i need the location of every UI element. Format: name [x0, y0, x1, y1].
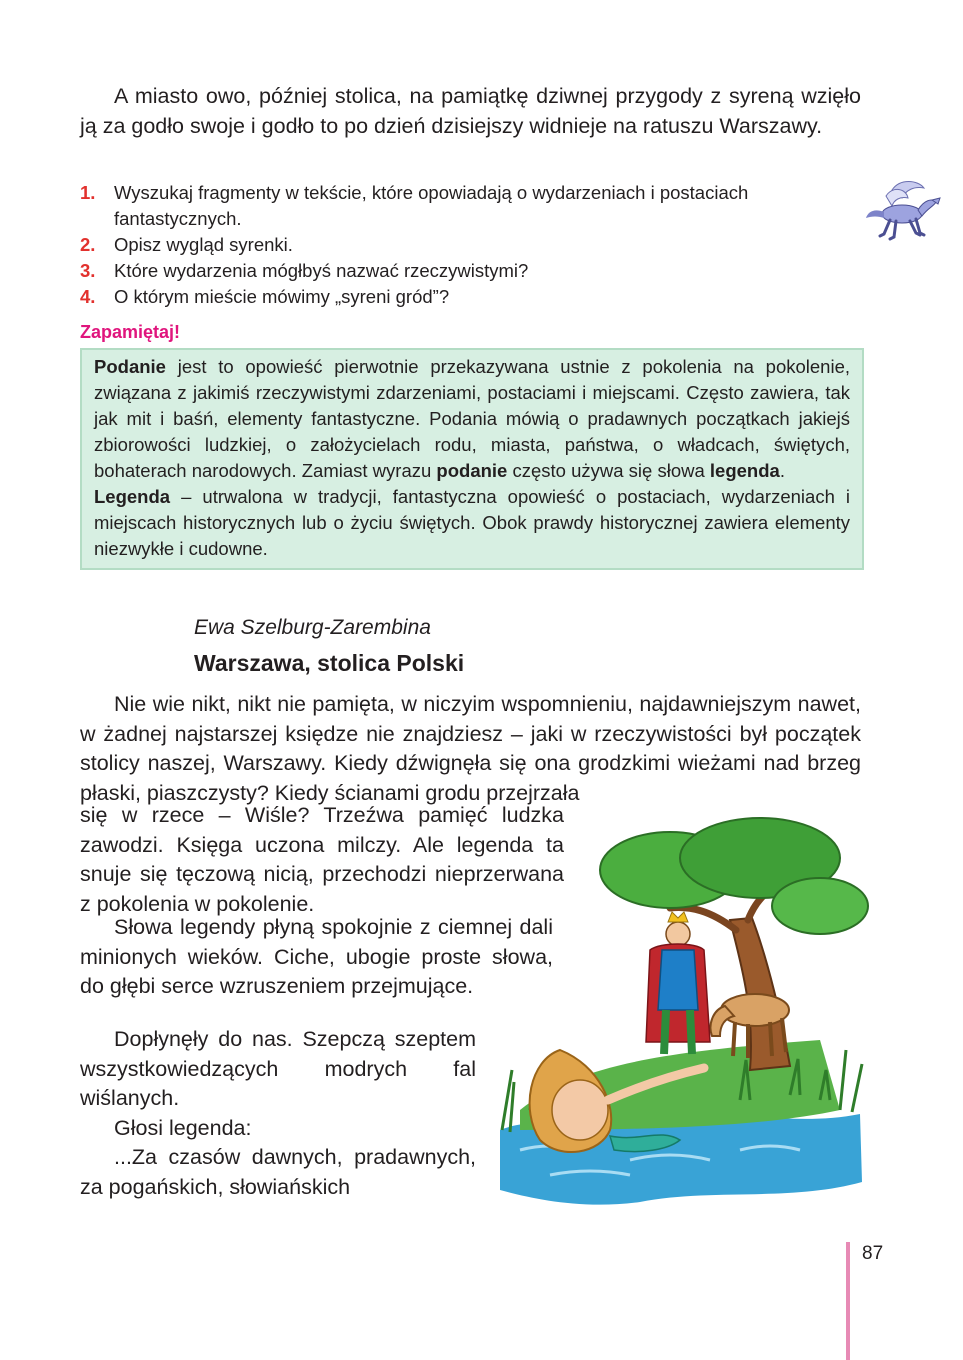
- question-item: [80, 284, 861, 310]
- story-author: Ewa Szelburg-Zarembina: [194, 616, 431, 639]
- definition-legenda: [94, 484, 850, 562]
- remember-label: Zapamiętaj!: [80, 322, 181, 342]
- term-podanie-inline: podanie: [436, 460, 508, 481]
- question-number: 2.: [80, 234, 96, 255]
- story-paragraph: Dopłynęły do nas. Szepczą szeptem wszystkowiedzących modrych fal wiślanych.: [80, 1027, 476, 1110]
- term-legenda: Legenda: [94, 486, 171, 507]
- definition-text: – utrwalona w tradycji, fantastyczna opowieść o postaciach, wydarzeniach i miejscach historycznych lub o życiu świętych. Obok prawdy historycznej zawiera elementy niezwykłe i cudowne.: [94, 486, 850, 559]
- definition-text: .: [779, 460, 785, 481]
- question-item: [80, 180, 861, 232]
- term-legenda-inline: legenda: [709, 460, 780, 481]
- definition-text: jest to opowieść pierwotnie przekazywana ustnie z pokolenia na pokolenie, związana z jakimiś rzeczywistymi zdarzeniami, postaciami i miejscami. Często zawiera, tak jak mit i baśń, elementy fantastyczne. Podania mówią o pradawnych początkach jakiejś zbiorowości ludzkiej, o założycielach rodu, miasta, państwa, o władcach, świętych, bohaterach narodowych. Zamiast wyrazu: [94, 356, 850, 481]
- intro-paragraph: A miasto owo, później stolica, na pamiątkę dziwnej przygody z syreną wzięło ją za godło swoje i godło to po dzień dzisiejszy widnieje na ratuszu Warszawy.: [80, 84, 861, 138]
- definition-box: [80, 348, 864, 570]
- definition-text: często używa się słowa: [507, 460, 710, 481]
- story-paragraph: ...Za czasów dawnych, pradawnych, za pogańskich, słowiańskich: [80, 1145, 476, 1199]
- question-text: Które wydarzenia mógłbyś nazwać rzeczywistymi?: [114, 260, 529, 281]
- term-podanie: Podanie: [94, 356, 166, 377]
- question-list: [80, 180, 861, 310]
- definition-podanie: [94, 354, 850, 484]
- question-text: Opisz wygląd syrenki.: [114, 234, 293, 255]
- question-number: 4.: [80, 286, 96, 307]
- question-item: [80, 258, 861, 284]
- story-paragraph: Słowa legendy płyną spokojnie z ciemnej dali minionych wieków. Ciche, ubogie proste słowa, do głębi serce wzruszeniem przejmujące.: [80, 915, 553, 998]
- pegasus-icon: [862, 178, 948, 248]
- question-number: 1.: [80, 182, 96, 203]
- story-paragraph: Nie wie nikt, nikt nie pamięta, w niczyim wspomnieniu, najdawniejszym nawet, w żadnej najstarszej księdze nie znajdziesz – jaki w rzeczywistości był początek stolicy naszej, Warszawy. Kiedy dźwignęła się ona grodzkimi wieżami nad brzeg płaski, piaszczysty? Kiedy ścianami grodu przejrzała: [80, 692, 861, 805]
- page-number-bar: [846, 1242, 850, 1360]
- story-title: Warszawa, stolica Polski: [194, 650, 465, 676]
- story-paragraph-continued: się w rzece – Wiśle? Trzeźwa pamięć ludzka zawodzi. Księga uczona milczy. Ale legenda ta snuje się tęczową nicią, przechodzi nieprzerwana z pokolenia w pokolenie.: [80, 803, 564, 916]
- question-text: Wyszukaj fragmenty w tekście, które opowiadają o wydarzeniach i postaciach fantastycznych.: [114, 182, 749, 229]
- page-number: 87: [862, 1243, 884, 1264]
- question-item: [80, 232, 861, 258]
- mermaid-prince-tree-illustration: [490, 810, 880, 1210]
- question-text: O którym mieście mówimy „syreni gród”?: [114, 286, 450, 307]
- question-number: 3.: [80, 260, 96, 281]
- story-paragraph: Głosi legenda:: [114, 1116, 252, 1140]
